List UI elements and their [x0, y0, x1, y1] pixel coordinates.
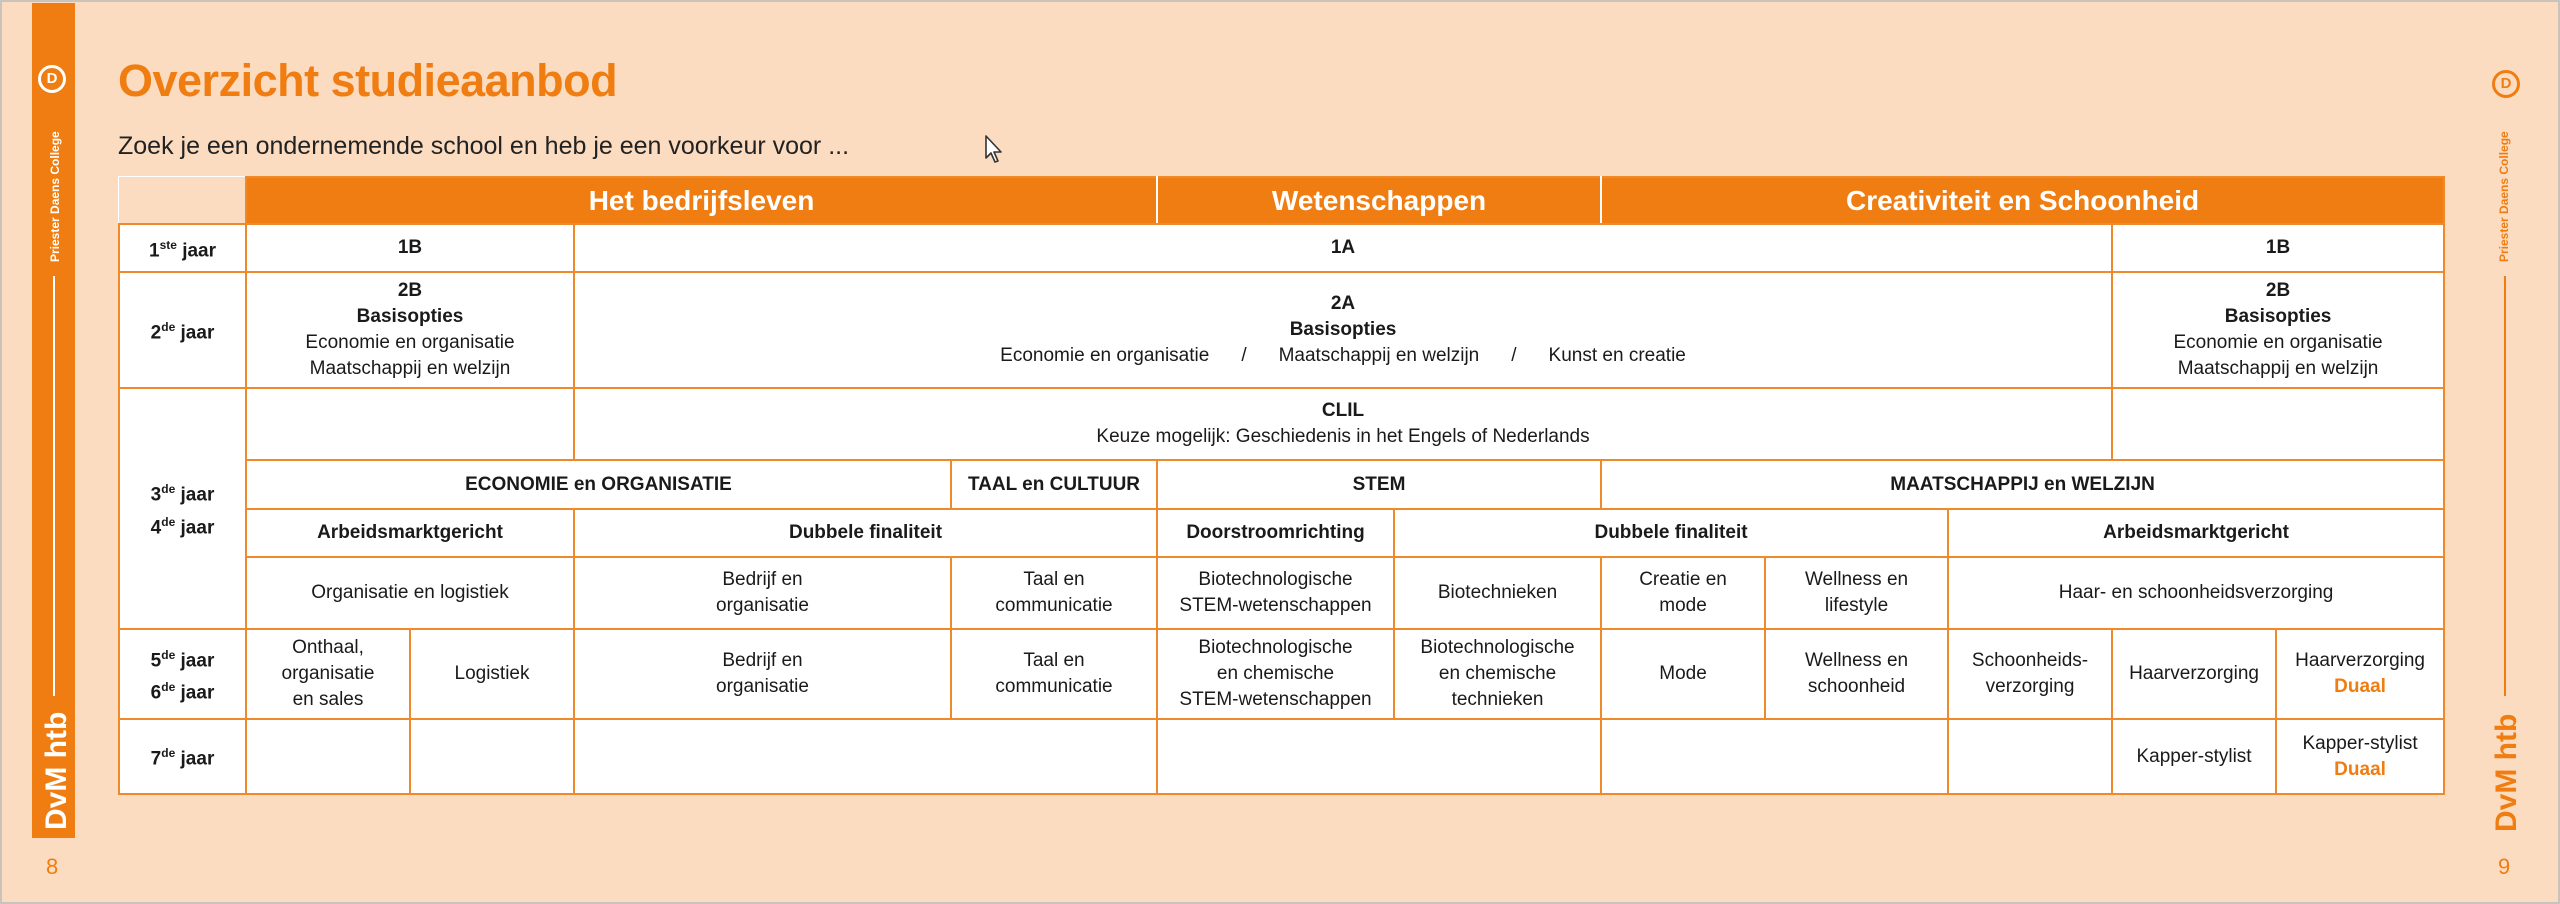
- c34-wellness: Wellness en lifestyle: [1765, 557, 1948, 629]
- year2-row: [119, 272, 2444, 388]
- y7-kapper: Kapper-stylist: [2112, 719, 2276, 794]
- y7-empty-3: [574, 719, 1157, 794]
- year1-row: [119, 224, 2444, 272]
- y1-left: 1B: [246, 224, 574, 272]
- header-wetenschappen: Wetenschappen: [1157, 177, 1601, 224]
- mouse-cursor-icon: [984, 134, 1004, 164]
- page-subtitle: Zoek je een ondernemende school en heb je een voorkeur voor ...: [118, 132, 850, 160]
- y7-empty-4: [1157, 719, 1601, 794]
- courses-34-row: [119, 557, 2444, 629]
- finality-arbeidsmarkt-right: Arbeidsmarktgericht: [1948, 509, 2444, 557]
- c34-creatie: Creatie en mode: [1601, 557, 1765, 629]
- c34-organisatie-logistiek: Organisatie en logistiek: [246, 557, 574, 629]
- left-school-name: Priester Daens College: [48, 131, 62, 262]
- c34-haar: Haar- en schoonheidsverzorging: [1948, 557, 2444, 629]
- y7-empty-1: [246, 719, 410, 794]
- right-school-logo-icon: D: [2492, 70, 2520, 98]
- finality-row: [119, 509, 2444, 557]
- y7-empty-6: [1948, 719, 2112, 794]
- c56-onthaal: Onthaal, organisatie en sales: [246, 629, 410, 719]
- domain-stem: STEM: [1157, 460, 1601, 509]
- c56-biochem-stem: Biotechnologische en chemische STEM-wetenschappen: [1157, 629, 1394, 719]
- school-logo-icon: D: [38, 65, 66, 93]
- year-label-7: 7de jaar: [119, 719, 246, 794]
- study-overview-table: [118, 176, 2445, 795]
- year56-row: [119, 629, 2444, 719]
- clil-row: [119, 388, 2444, 460]
- year-label-5-6: 5de jaar 6de jaar: [119, 629, 246, 719]
- c34-biotech-stem: Biotechnologische STEM-wetenschappen: [1157, 557, 1394, 629]
- finality-arbeidsmarkt-left: Arbeidsmarktgericht: [246, 509, 574, 557]
- y7-empty-5: [1601, 719, 1948, 794]
- finality-doorstroom: Doorstroomrichting: [1157, 509, 1394, 557]
- year-label-1: 1ste jaar: [119, 224, 246, 272]
- y1-right: 1B: [2112, 224, 2444, 272]
- left-brand: DvM htb: [40, 711, 73, 830]
- domain-taal: TAAL en CULTUUR: [951, 460, 1157, 509]
- c56-biochem-technieken: Biotechnologische en chemische technieken: [1394, 629, 1601, 719]
- c56-mode: Mode: [1601, 629, 1765, 719]
- left-divider: [53, 276, 55, 696]
- year-label-2: 2de jaar: [119, 272, 246, 388]
- year-label-3-4: 3de jaar 4de jaar: [119, 388, 246, 629]
- corner-cell: [119, 177, 246, 224]
- y7-empty-2: [410, 719, 574, 794]
- c56-schoonheid: Schoonheids- verzorging: [1948, 629, 2112, 719]
- right-school-name: Priester Daens College: [2497, 131, 2511, 262]
- y2-mid: 2A Basisopties Economie en organisatie / Maatschappij en welzijn / Kunst en creatie: [574, 272, 2112, 388]
- y2-left: 2B Basisopties Economie en organisatie Maatschappij en welzijn: [246, 272, 574, 388]
- domain-row: [119, 460, 2444, 509]
- domain-economie: ECONOMIE en ORGANISATIE: [246, 460, 951, 509]
- page-title: Overzicht studieaanbod: [118, 55, 618, 106]
- study-overview-table-wrap: [118, 176, 2443, 793]
- domain-maatschappij: MAATSCHAPPIJ en WELZIJN: [1601, 460, 2444, 509]
- right-divider: [2504, 276, 2506, 696]
- c34-bedrijf: Bedrijf en organisatie: [574, 557, 951, 629]
- c56-haarverzorging: Haarverzorging: [2112, 629, 2276, 719]
- c56-logistiek: Logistiek: [410, 629, 574, 719]
- c56-taal: Taal en communicatie: [951, 629, 1157, 719]
- c34-biotechnieken: Biotechnieken: [1394, 557, 1601, 629]
- c34-taal: Taal en communicatie: [951, 557, 1157, 629]
- left-page-number: 8: [46, 854, 59, 879]
- y7-kapper-duaal: Kapper-stylist Duaal: [2276, 719, 2444, 794]
- y2-right: 2B Basisopties Economie en organisatie Maatschappij en welzijn: [2112, 272, 2444, 388]
- header-bedrijfsleven: Het bedrijfsleven: [246, 177, 1157, 224]
- clil-left-empty: [246, 388, 574, 460]
- right-brand: DvM htb: [2490, 713, 2523, 832]
- right-page-number: 9: [2498, 854, 2511, 879]
- clil-right-empty: [2112, 388, 2444, 460]
- c56-wellness: Wellness en schoonheid: [1765, 629, 1948, 719]
- year7-row: [119, 719, 2444, 794]
- finality-dubbel-right: Dubbele finaliteit: [1394, 509, 1948, 557]
- c56-haarverzorging-duaal: Haarverzorging Duaal: [2276, 629, 2444, 719]
- c56-bedrijf: Bedrijf en organisatie: [574, 629, 951, 719]
- y1-mid: 1A: [574, 224, 2112, 272]
- header-row: [119, 177, 2444, 224]
- clil-cell: CLIL Keuze mogelijk: Geschiedenis in het Engels of Nederlands: [574, 388, 2112, 460]
- finality-dubbel-left: Dubbele finaliteit: [574, 509, 1157, 557]
- header-creativiteit: Creativiteit en Schoonheid: [1601, 177, 2444, 224]
